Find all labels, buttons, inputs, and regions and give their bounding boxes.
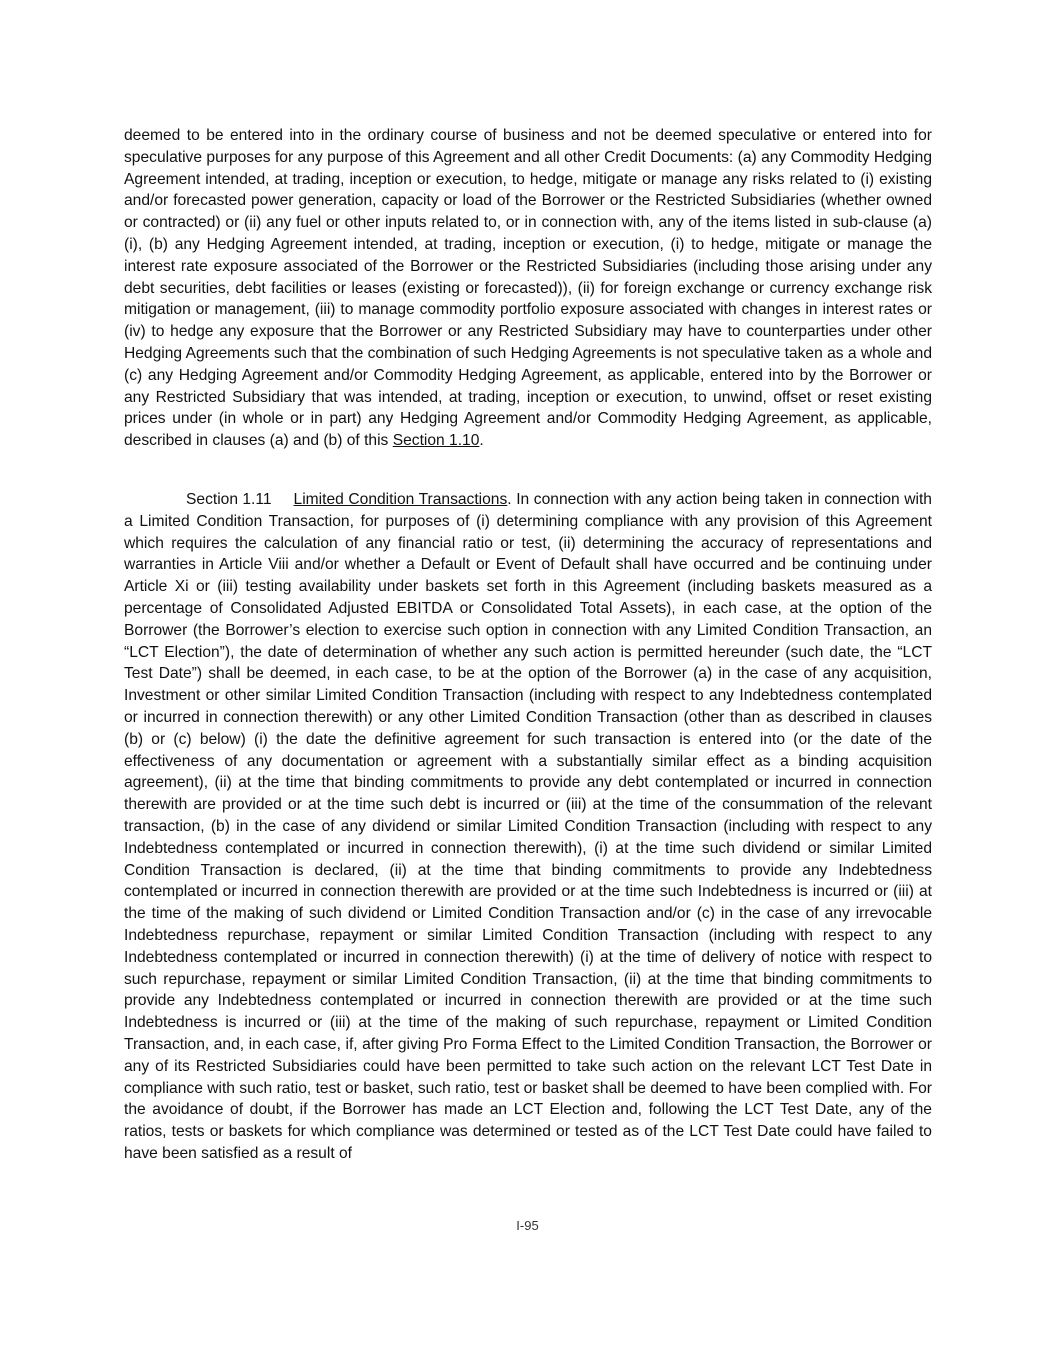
paragraph-hedging-agreements [124, 125, 932, 452]
paragraph-1-text: deemed to be entered into in the ordinary course of business and not be deemed speculative or entered into for speculative purposes for any purpose of this Agreement and all other Credit Documents: (a) any Commodity Hedging Agreement intended, at trading, inception or execution, to hedge, mitigate or manage any risks related to (i) existing and/or forecasted power generation, capacity or load of the Borrower or the Restricted Subsidiaries (whether owned or contracted) or (ii) any fuel or other inputs related to, or in connection with, any of the items listed in sub-clause (a)(i), (b) any Hedging Agreement intended, at trading, inception or execution, (i) to hedge, mitigate or manage the interest rate exposure associated of the Borrower or the Restricted Subsidiaries (including those arising under any debt securities, debt facilities or leases (existing or forecasted)), (ii) for foreign exchange or currency exchange risk mitigation or management, (iii) to manage commodity portfolio exposure associated with changes in interest rates or (iv) to hedge any exposure that the Borrower or any Restricted Subsidiary may have to counterparties under other Hedging Agreements such that the combination of such Hedging Agreements is not speculative taken as a whole and (c) any Hedging Agreement and/or Commodity Hedging Agreement, as applicable, entered into by the Borrower or any Restricted Subsidiary that was intended, at trading, inception or execution, to unwind, offset or reset existing prices under (in whole or in part) any Hedging Agreement and/or Commodity Hedging Agreement, as applicable, described in clauses (a) and (b) of this [124, 127, 932, 450]
page-number: I-95 [516, 1218, 539, 1233]
section-heading: Limited Condition Transactions [293, 491, 508, 508]
section-number: Section 1.11 [186, 491, 272, 508]
section-1-10-reference: Section 1.10 [392, 432, 480, 450]
section-1-11-paragraph [124, 489, 932, 1165]
section-1-11-body: In connection with any action being taken in connection with a Limited Condition Transaction, for purposes of (i) determining compliance with any provision of this Agreement which requires the calculation of any financial ratio or test, (ii) determining the accuracy of representations and warranties in Article Viii and/or whether a Default or Event of Default shall have occurred and be continuing under Article Xi or (iii) testing availability under baskets set forth in this Agreement (including baskets measured as a percentage of Consolidated Adjusted EBITDA or Consolidated Total Assets), in each case, at the option of the Borrower (the Borrower’s election to exercise such option in connection with any Limited Condition Transaction, an “LCT Election”), the date of determination of whether any such action is permitted hereunder (such date, the “LCT Test Date”) shall be deemed, in each case, to be at the option of the Borrower (a) in the case of any acquisition, Investment or other similar Limited Condition Transaction (including with respect to any Indebtedness contemplated or incurred in connection therewith) or any other Limited Condition Transaction (other than as described in clauses (b) or (c) below) (i) the date the definitive agreement for such transaction is entered into (or the date of the effectiveness of any documentation or agreement with a substantially similar effect as a binding acquisition agreement), (ii) at the time that binding commitments to provide any debt contemplated or incurred in connection therewith are provided or at the time such debt is incurred or (iii) at the time of the consummation of the relevant transaction, (b) in the case of any dividend or similar Limited Condition Transaction (including with respect to any Indebtedness contemplated or incurred in connection therewith), (i) at the time such dividend or similar Limited Condition Transaction is declared, (ii) at the time that binding commitments to provide any Indebtedness contemplated or incurred in connection therewith are provided or at the time such Indebtedness is incurred or (iii) at the time of the making of such dividend or Limited Condition Transaction and/or (c) in the case of any irrevocable Indebtedness repurchase, repayment or similar Limited Condition Transaction (including with respect to any Indebtedness contemplated or incurred in connection therewith) (i) at the time of delivery of notice with respect to such repurchase, repayment or similar Limited Condition Transaction, (ii) at the time that binding commitments to provide any Indebtedness contemplated or incurred in connection therewith are provided or at the time such Indebtedness is incurred or (iii) at the time of the making of such repurchase, repayment or Limited Condition Transaction, and, in each case, if, after giving Pro Forma Effect to the Limited Condition Transaction, the Borrower or any of its Restricted Subsidiaries could have been permitted to take such action on the relevant LCT Test Date in compliance with such ratio, test or basket, such ratio, test or basket shall be deemed to have been complied with. For the avoidance of doubt, if the Borrower has made an LCT Election and, following the LCT Test Date, any of the ratios, tests or baskets for which compliance was determined or tested as of the LCT Test Date could have failed to have been satisfied as a result of [124, 491, 932, 1162]
paragraph-1-end: . [479, 432, 484, 450]
section-heading-period: . [507, 491, 512, 508]
